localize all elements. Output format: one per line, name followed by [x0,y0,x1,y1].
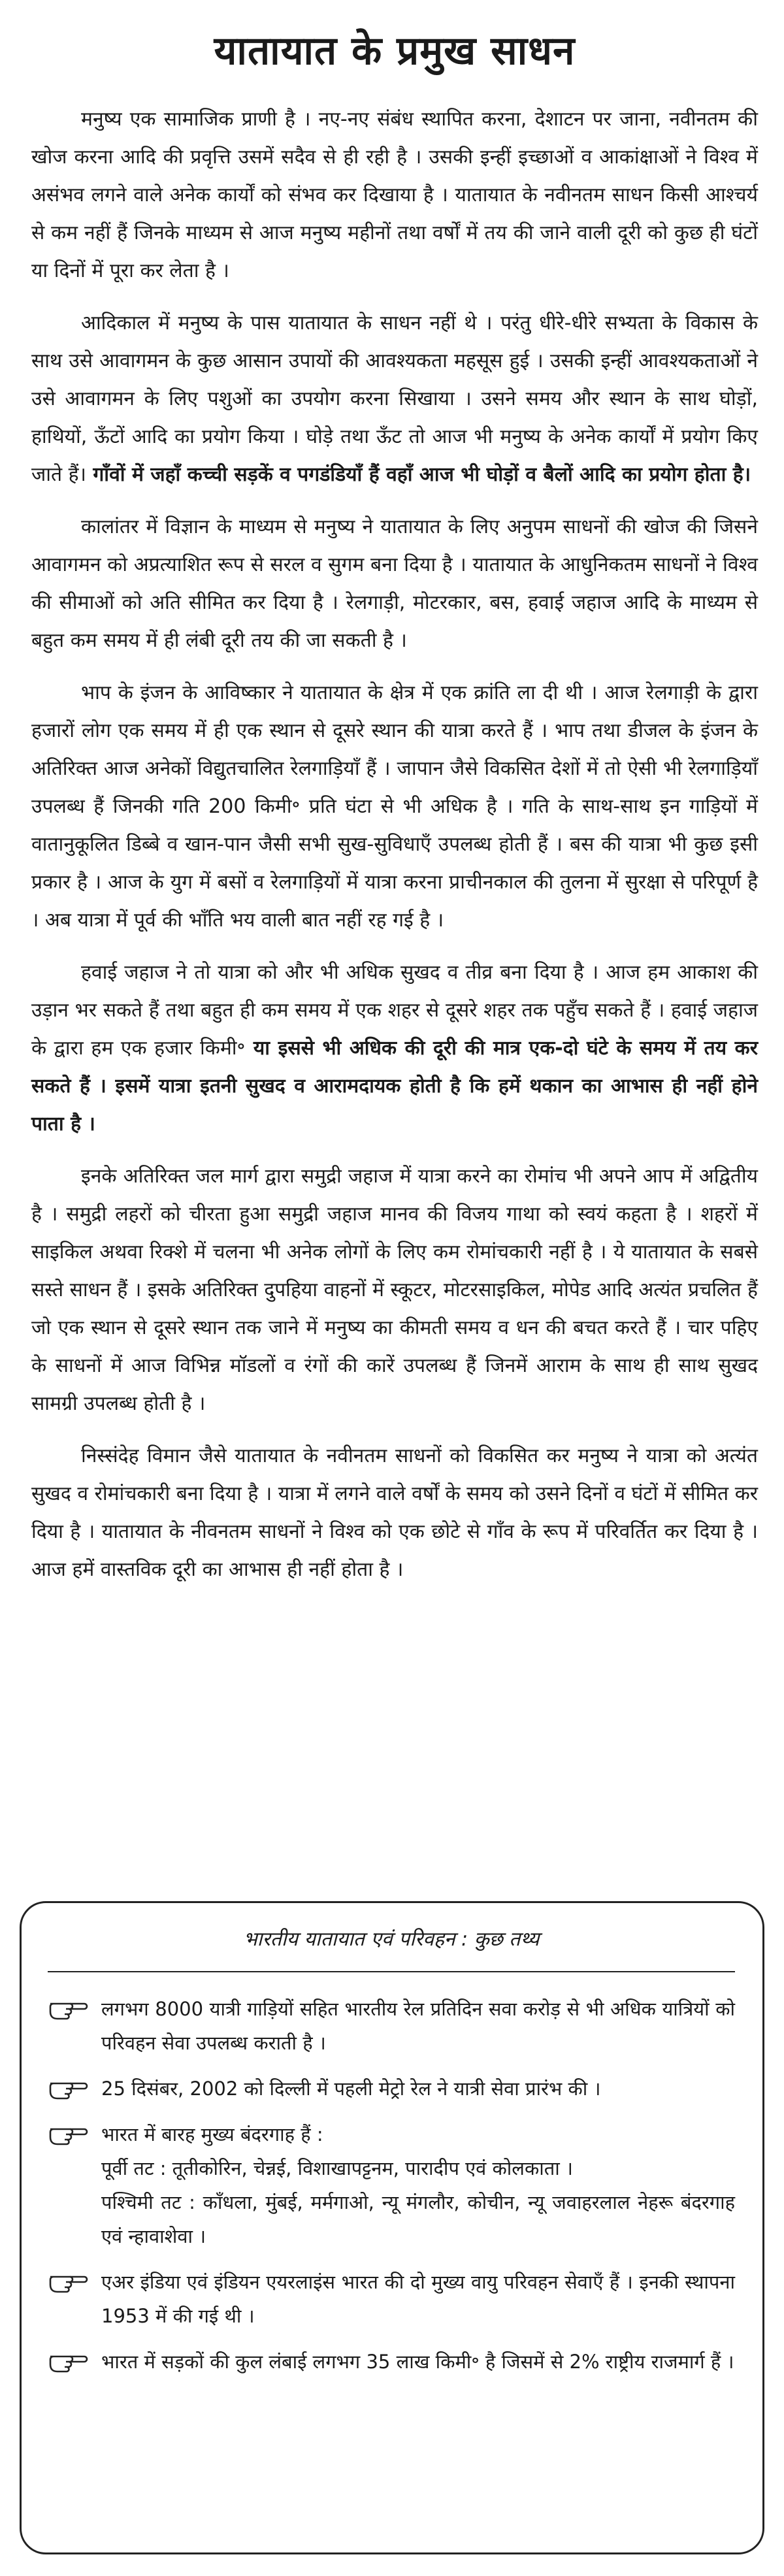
fact-text: 25 दिसंबर, 2002 को दिल्ली में पहली मेट्रो रेल ने यात्री सेवा प्रारंभ की । [101,2078,601,2100]
paragraph-3: कालांतर में विज्ञान के माध्यम से मनुष्य ने यातायात के लिए अनुपम साधनों की खोज की जिसने आवागमन को अप्रत्याशित रूप से सरल व सुगम बना दिया है । यातायात के आधुनिकतम साधनों ने विश्व की सीमाओं को अति सीमित कर दिया है । रेलगाड़ी, मोटरकार, बस, हवाई जहाज आदि के माध्यम से बहुत कम समय में ही लंबी दूरी तय की जा सकती है । [31,515,758,652]
pointing-hand-icon [48,2120,88,2146]
pointing-hand-icon [48,2268,88,2294]
pointing-hand-icon [48,1995,88,2021]
fact-item [48,2345,735,2379]
fact-item [48,2072,735,2106]
paragraph-2 [31,304,758,494]
fact-text: एअर इंडिया एवं इंडियन एयरलाइंस भारत की दो मुख्य वायु परिवहन सेवाएँ हैं । इनकी स्थापना 1953 में की गई थी । [101,2271,735,2327]
fact-text: भारत में बारह मुख्य बंदरगाह हैं : [101,2123,323,2145]
paragraph-5-bold: या इससे भी अधिक की दूरी की मात्र एक-दो घंटे के समय में तय कर सकते हैं । इसमें यात्रा इतनी सुखद व आरामदायक होती है कि हमें थकान का आभास ही नहीं होने पाता है । [31,1037,758,1135]
facts-divider [48,1971,735,1972]
fact-text: भारत में सड़कों की कुल लंबाई लगभग 35 लाख किमी॰ है जिसमें से 2% राष्ट्रीय राजमार्ग हैं । [101,2351,734,2373]
fact-item [48,2265,735,2333]
fact-text: लगभग 8000 यात्री गाड़ियों सहित भारतीय रेल प्रतिदिन सवा करोड़ से भी अधिक यात्रियों को परिवहन सेवा उपलब्ध कराती है । [101,1998,735,2054]
page-title: यातायात के प्रमुख साधन [214,28,576,74]
ports-east-coast: पूर्वी तट : तूतीकोरिन, चेन्नई, विशाखापट्टनम, पारादीप एवं कोलकाता । [101,2157,573,2179]
paragraph-5-text: हवाई जहाज ने तो यात्रा को और भी अधिक सुखद व तीव्र बना दिया है । आज हम आकाश की उड़ान भर सकते हैं तथा बहुत ही कम समय में एक शहर से दूसरे शहर तक पहुँच सकते हैं । हवाई जहाज के द्वारा हम एक हजार किमी॰ [31,961,759,1060]
ports-west-coast: पश्चिमी तट : काँधला, मुंबई, मर्मगाओ, न्यू मंगलौर, कोचीन, न्यू जवाहरलाल नेहरू बंदरगाह एवं न्हावाशेवा । [101,2191,735,2247]
paragraph-2-text: आदिकाल में मनुष्य के पास यातायात के साधन नहीं थे । परंतु धीरे-धीरे सभ्यता के विकास के साथ उसे आवागमन के कुछ आसान उपायों की आवश्यकता महसूस हुई । उसकी इन्हीं आवश्यकताओं ने उसे आवागमन के लिए पशुओं का उपयोग करना सिखाया । उसने समय और स्थान के साथ घोड़ों, हाथियों, ऊँटों आदि का प्रयोग किया । घोड़े तथा ऊँट तो आज भी मनुष्य के अनेक कार्यों में प्रयोग किए जाते हैं। [31,312,758,486]
essay-body [31,101,758,1589]
fact-item [48,1992,735,2060]
pointing-hand-icon [48,2347,88,2373]
fact-item [48,2117,735,2253]
facts-title: भारतीय यातायात एवं परिवहन : कुछ तथ्य [243,1928,540,1951]
paragraph-4: भाप के इंजन के आविष्कार ने यातायात के क्षेत्र में एक क्रांति ला दी थी । आज रेलगाड़ी के द्वारा हजारों लोग एक समय में ही एक स्थान से दूसरे स्थान की यात्रा करते हैं । भाप तथा डीजल के इंजन के अतिरिक्त आज अनेकों विद्युतचालित रेलगाड़ियाँ हैं । जापान जैसे विकसित देशों में तो ऐसी भी रेलगाड़ियाँ उपलब्ध हैं जिनकी गति 200 किमी॰ प्रति घंटा से भी अधिक है । गति के साथ-साथ इन गाड़ियों में वातानुकूलित डिब्बे व खान-पान जैसी सभी सुख-सुविधाएँ उपलब्ध होती हैं । बस की यात्रा भी कुछ इसी प्रकार है । आज के युग में बसों व रेलगाड़ियों में यात्रा करना प्राचीनकाल की तुलना में सुरक्षा से परिपूर्ण है । अब यात्रा में पूर्व की भाँति भय वाली बात नहीं रह गई है । [31,681,758,932]
paragraph-5 [31,954,758,1143]
paragraph-7: निस्संदेह विमान जैसे यातायात के नवीनतम साधनों को विकसित कर मनुष्य ने यात्रा को अत्यंत सुखद व रोमांचकारी बना दिया है । यात्रा में लगने वाले वर्षों के समय को उसने दिनों व घंटों में सीमित कर दिया है । यातायात के नीवनतम साधनों ने विश्व को एक छोटे से गाँव के रूप में परिवर्तित कर दिया है । आज हमें वास्तविक दूरी का आभास ही नहीं होता है । [31,1444,758,1581]
facts-box [20,1901,764,2554]
paragraph-2-bold: गाँवों में जहाँ कच्ची सड़कें व पगडंडियाँ हैं वहाँ आज भी घोड़ों व बैलों आदि का प्रयोग होता है। [86,463,751,486]
paragraph-1: मनुष्य एक सामाजिक प्राणी है । नए-नए संबंध स्थापित करना, देशाटन पर जाना, नवीनतम की खोज करना आदि की प्रवृत्ति उसमें सदैव से ही रही है । उसकी इन्हीं इच्छाओं व आकांक्षाओं ने विश्व में असंभव लगने वाले अनेक कार्यों को संभव कर दिखाया है । यातायात के नवीनतम साधन किसी आश्चर्य से कम नहीं हैं जिनके माध्यम से आज मनुष्य महीनों तथा वर्षों में तय की जाने वाली दूरी को कुछ ही घंटों या दिनों में पूरा कर लेता है । [31,108,758,282]
pointing-hand-icon [48,2074,88,2100]
paragraph-6: इनके अतिरिक्त जल मार्ग द्वारा समुद्री जहाज में यात्रा करने का रोमांच भी अपने आप में अद्वितीय है । समुद्री लहरों को चीरता हुआ समुद्री जहाज मानव की विजय गाथा को स्वयं कहता है । शहरों में साइकिल अथवा रिक्शे में चलना भी अनेक लोगों के लिए कम रोमांचकारी नहीं है । ये यातायात के सबसे सस्ते साधन हैं । इसके अतिरिक्त दुपहिया वाहनों में स्कूटर, मोटरसाइकिल, मोपेड आदि अत्यंत प्रचलित हैं जो एक स्थान से दूसरे स्थान तक जाने में मनुष्य का कीमती समय व धन की बचत करते हैं । चार पहिए के साधनों में आज विभिन्न मॉडलों व रंगों की कारें उपलब्ध हैं जिनमें आराम के साथ ही साथ सुखद सामग्री उपलब्ध होती है । [31,1165,758,1415]
